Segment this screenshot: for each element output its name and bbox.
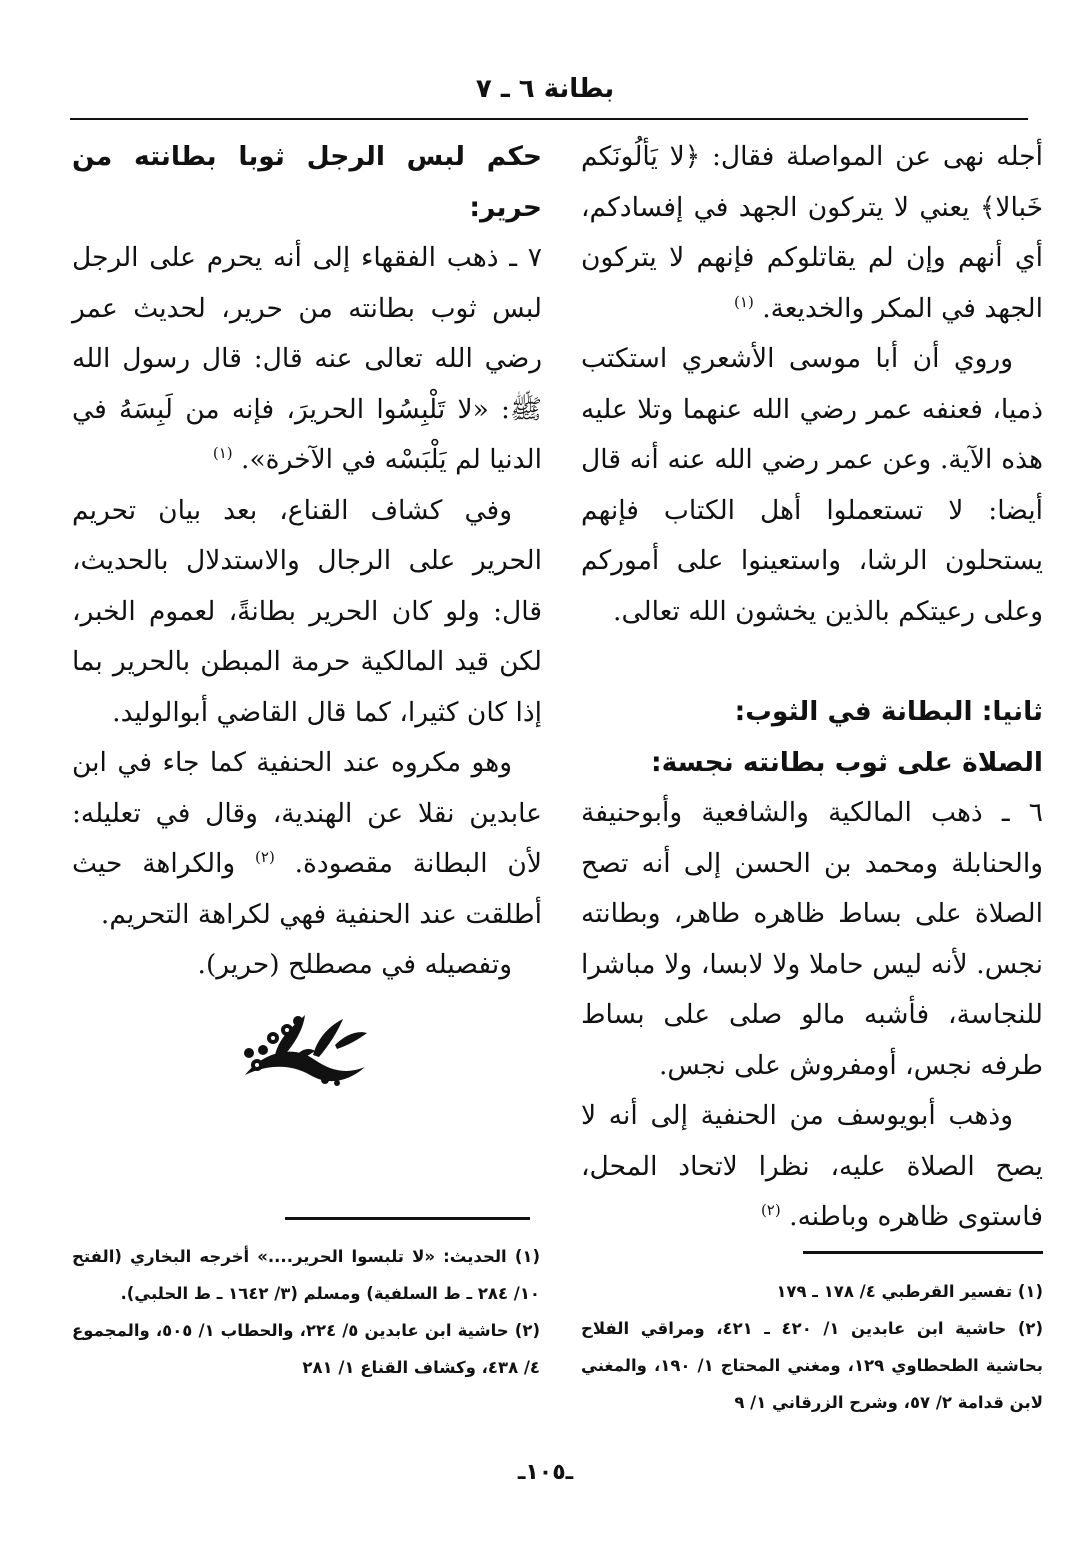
page-header — [70, 74, 1020, 104]
left-paragraph-1: ٧ ـ ذهب الفقهاء إلى أنه يحرم على الرجل لبس ثوب بطانته من حرير، لحديث عمر رضي الله تعالى عنه قال: قال رسول الله ﷺ: «لا تَلْبِسُوا الحريرَ، فإنه من لَبِسَهُ في الدنيا لم يَلْبَسْه في الآخرة». $^{(١)}$ — [72, 242, 542, 475]
footnote-ref: (٢) — [760, 1201, 781, 1220]
footnote-divider-left — [285, 1217, 530, 1220]
footnote-ref: (١) — [734, 292, 754, 311]
footnote-ref: (١) — [212, 444, 233, 463]
right-column — [581, 132, 1043, 1243]
footnote-ref: (٢) — [255, 848, 275, 867]
page-number: ـ١٠٥ـ — [517, 1460, 574, 1485]
header-rule — [70, 118, 1028, 120]
section-heading-second: ثانيا: البطانة في الثوب: — [734, 696, 1043, 727]
left-paragraph-4: وتفصيله في مصطلح (حرير). — [197, 949, 512, 980]
footnote-item: (١) الحديث: «لا تلبسوا الحرير....» أخرجه البخاري (الفتح ١٠/ ٢٨٤ ـ ط السلفية) ومسلم (٣/ ١٦٤٢ ـ ط الحلبي). — [72, 1247, 540, 1303]
footnotes-left — [72, 1238, 540, 1386]
footnote-divider-right — [803, 1251, 1043, 1254]
left-paragraph-3: وهو مكروه عند الحنفية كما جاء في ابن عابدين نقلا عن الهندية، وقال في تعليله: لأن البطانة مقصودة. $^{(٢)}$ والكراهة حيث أطلقت عند الحنفية فهي لكراهة التحريم. — [72, 747, 542, 930]
floral-ornament-icon — [235, 1005, 375, 1090]
right-paragraph-1: أجله نهى عن المواصلة فقال: ﴿لا يَألُونَكم خَبالا﴾ يعني لا يتركون الجهد في إفسادكم، أي أنهم وإن لم يقاتلوكم فإنهم لا يتركون الجهد في المكر والخديعة. $^{(١)}$ — [581, 141, 1043, 324]
footnote-item: (١) تفسير القرطبي ٤/ ١٧٨ ـ ١٧٩ — [776, 1282, 1043, 1301]
section-heading-silk: حكم لبس الرجل ثوبا بطانته من حرير: — [72, 141, 542, 223]
right-paragraph-3: ٦ ـ ذهب المالكية والشافعية وأبوحنيفة والحنابلة ومحمد بن الحسن إلى أنه تصح الصلاة على بساط ظاهره طاهر، وبطانته نجس. لأنه ليس حاملا ولا لابسا، ولا مباشرا للنجاسة، فأشبه مالو صلى على بساط طرفه نجس، أومفروش على نجس. — [581, 797, 1043, 1081]
footnote-item: (٢) حاشية ابن عابدين ١/ ٤٢٠ ـ ٤٢١، ومراقي الفلاح بحاشية الطحطاوي ١٢٩، ومغني المحتاج ١/ ١٩٠، والمغني لابن قدامة ٢/ ٥٧، وشرح الزرقاني ١/ ٩ — [581, 1319, 1043, 1412]
footnote-item: (٢) حاشية ابن عابدين ٥/ ٢٢٤، والحطاب ١/ ٥٠٥، والمجموع ٤/ ٤٣٨، وكشاف القناع ١/ ٢٨١ — [72, 1321, 540, 1377]
left-column — [72, 132, 542, 991]
left-paragraph-2: وفي كشاف القناع، بعد بيان تحريم الحرير على الرجال والاستدلال بالحديث، قال: ولو كان الحرير بطانةً، لعموم الخبر، لكن قيد المالكية حرمة المبطن بالحرير بما إذا كان كثيرا، كما قال القاضي أبوالوليد. — [72, 494, 542, 728]
running-title: بطانة ٦ ـ ٧ — [475, 74, 615, 104]
subsection-heading-prayer: الصلاة على ثوب بطانته نجسة: — [651, 746, 1043, 778]
right-paragraph-4: وذهب أبويوسف من الحنفية إلى أنه لا يصح الصلاة عليه، نظرا لاتحاد المحل، فاستوى ظاهره وباطنه. $^{(٢)}$ — [581, 1100, 1043, 1232]
footnotes-right — [581, 1273, 1043, 1421]
right-paragraph-2: وروي أن أبا موسى الأشعري استكتب ذميا، فعنفه عمر رضي الله عنهما وتلا عليه هذه الآية. وعن عمر رضي الله عنه أنه قال أيضا: لا تستعملوا أهل الكتاب فإنهم يستحلون الرشا، واستعينوا على أموركم وعلى رعيتكم بالذين يخشون الله تعالى. — [581, 343, 1043, 627]
